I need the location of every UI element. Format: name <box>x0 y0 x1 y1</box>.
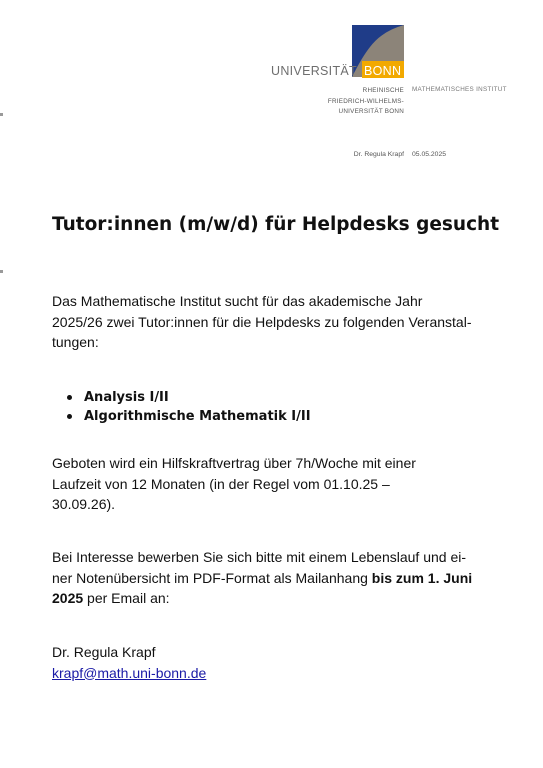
page-title: Tutor:innen (m/w/d) für Helpdesks gesucht <box>52 214 500 235</box>
logo-wordmark: UNIVERSITÄT <box>271 64 357 78</box>
margin-mark <box>0 270 3 273</box>
application-line: Bei Interesse bewerben Sie sich bitte mit einem Lebenslauf und ei- <box>52 549 467 565</box>
university-line: FRIEDRICH-WILHELMS- <box>327 97 404 105</box>
application-text: ner Notenübersicht im PDF-Format als Mailanhang <box>52 569 372 586</box>
institute-name: MATHEMATISCHES INSTITUT <box>412 86 507 93</box>
email-link[interactable]: krapf@math.uni-bonn.de <box>52 664 207 681</box>
bullet-icon <box>67 395 72 400</box>
intro-paragraph <box>52 291 502 353</box>
application-line <box>52 588 502 609</box>
logo-city: BONN <box>364 64 402 78</box>
header-date: 05.05.2025 <box>412 151 447 158</box>
application-line <box>52 568 502 589</box>
contact-block <box>52 642 502 683</box>
contact-name: Dr. Regula Krapf <box>52 644 156 660</box>
header-author: Dr. Regula Krapf <box>353 151 404 158</box>
offer-line: 30.09.26). <box>52 496 116 512</box>
university-line: UNIVERSITÄT BONN <box>338 108 404 115</box>
intro-line: tungen: <box>52 334 99 350</box>
bullet-icon <box>67 414 72 419</box>
contact-email-line <box>52 663 502 684</box>
course-name: Algorithmische Mathematik I/II <box>84 409 311 424</box>
university-name-block <box>328 86 404 118</box>
offer-line: Laufzeit von 12 Monaten (in der Regel vom 01.10.25 – <box>52 475 390 492</box>
margin-mark <box>0 113 3 116</box>
list-item <box>52 388 311 407</box>
intro-line: Das Mathematische Institut sucht für das akademische Jahr <box>52 293 423 309</box>
deadline-text: bis zum 1. Juni <box>371 569 473 586</box>
list-item <box>52 407 311 426</box>
course-list <box>52 388 311 426</box>
offer-line: Geboten wird ein Hilfskraftvertrag über 7h/Woche mit einer <box>52 455 416 471</box>
application-paragraph <box>52 547 502 609</box>
course-name: Analysis I/II <box>84 390 169 405</box>
deadline-year: 2025 <box>52 590 84 606</box>
offer-paragraph <box>52 453 502 515</box>
intro-line: 2025/26 zwei Tutor:innen für die Helpdesks zu folgenden Veranstal- <box>52 313 472 330</box>
application-text: per Email an: <box>83 590 170 606</box>
university-line: RHEINISCHE <box>362 87 404 94</box>
